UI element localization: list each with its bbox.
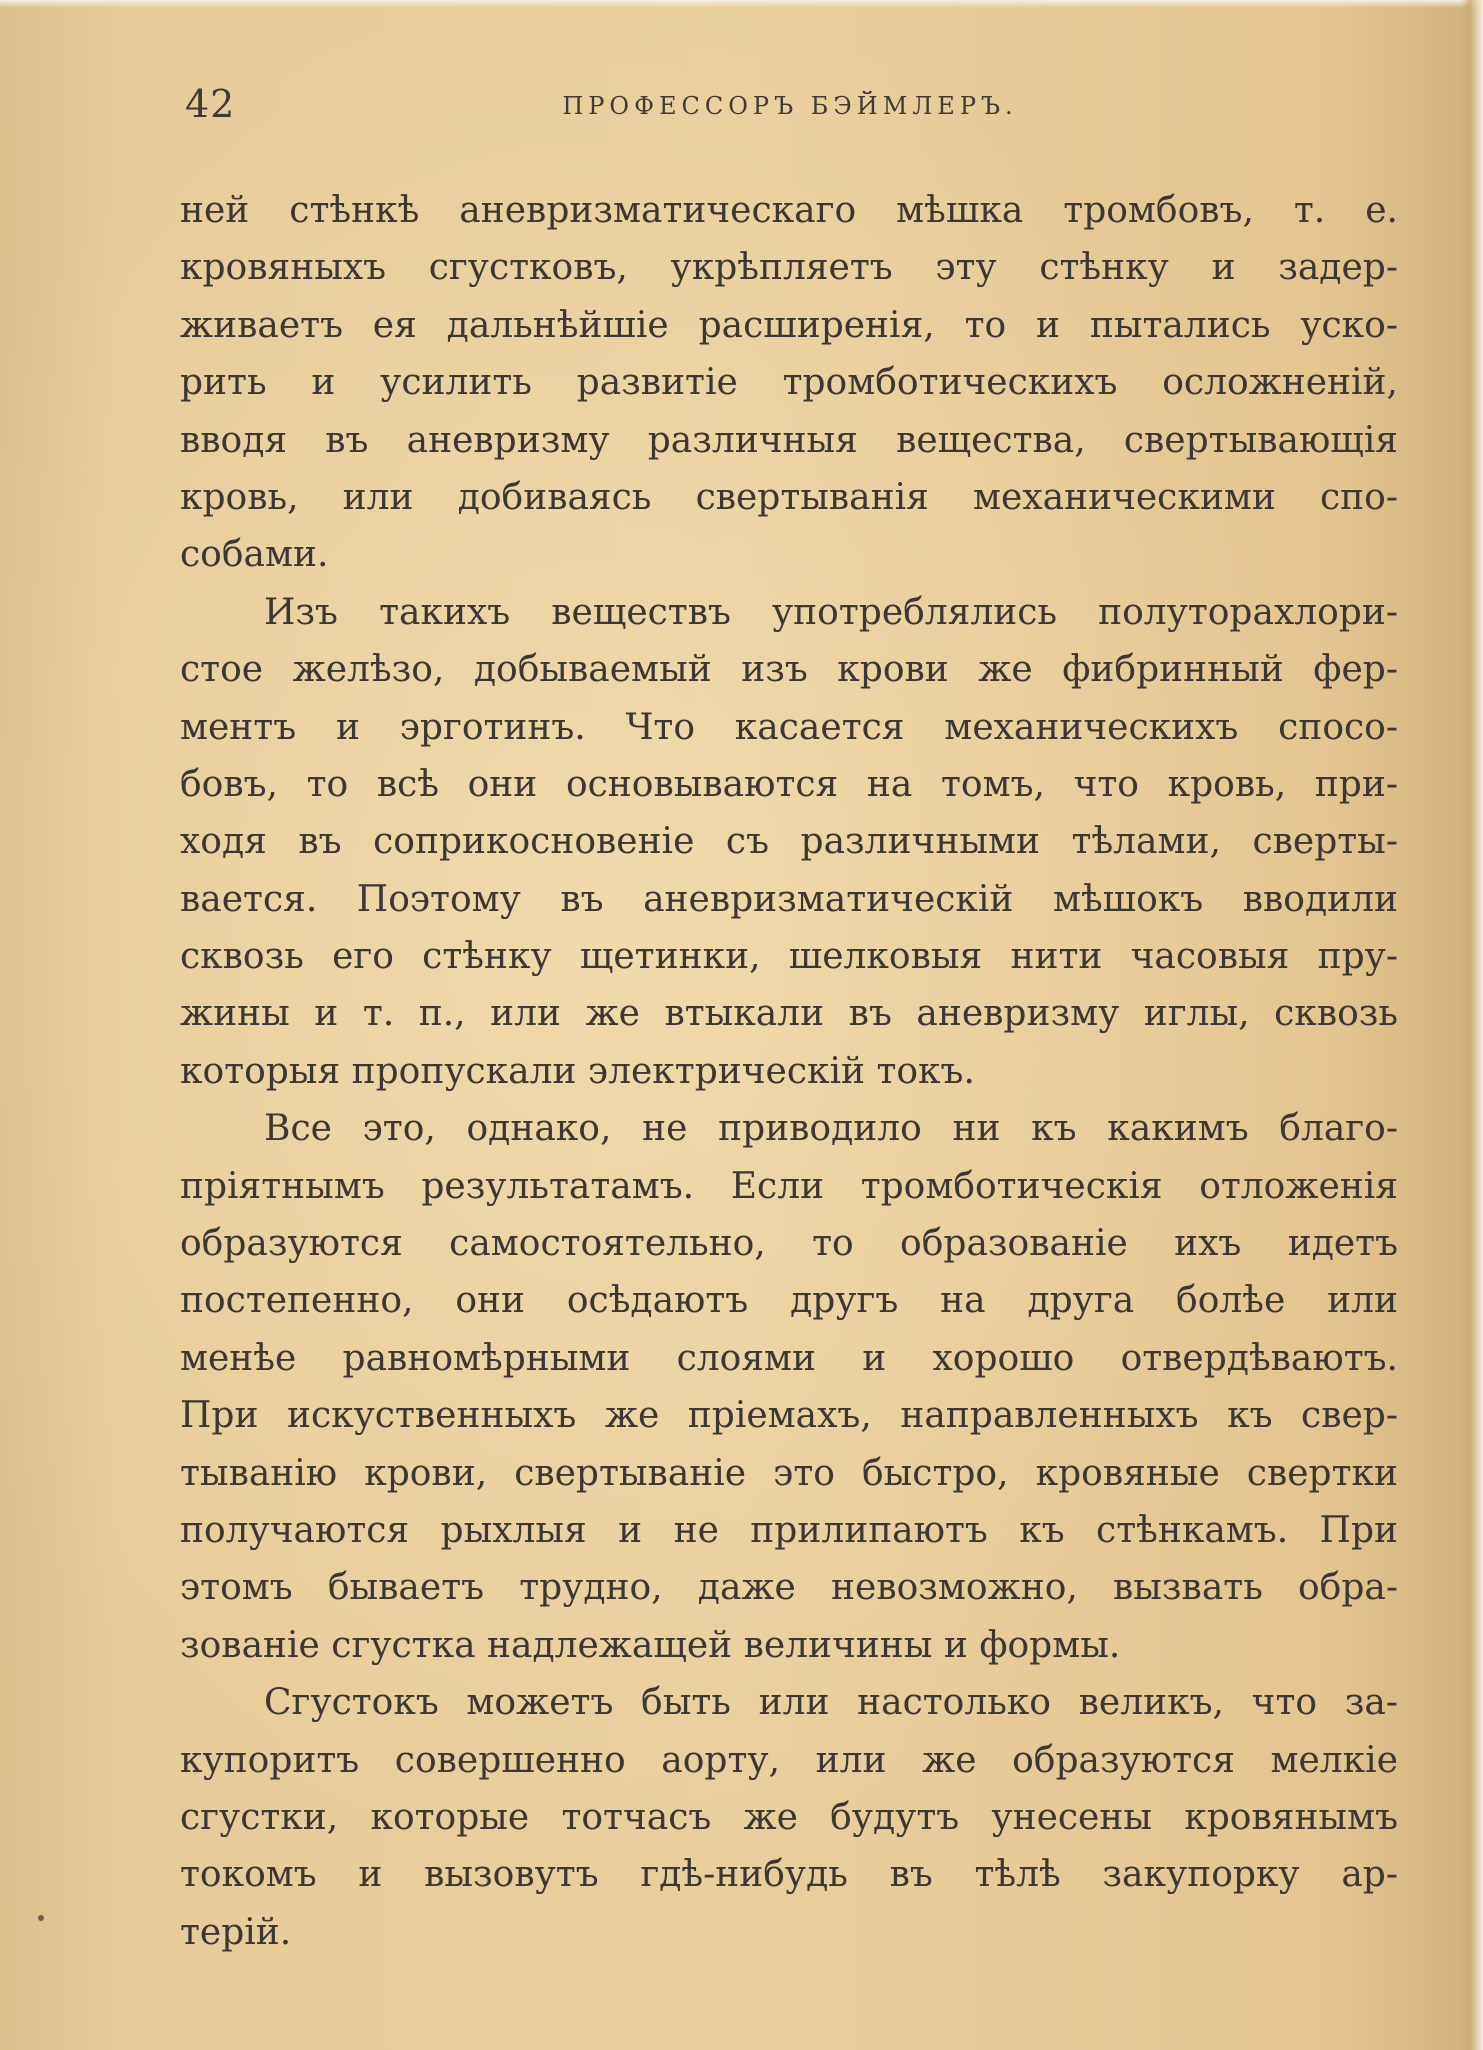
text-line: зованіе сгустка надлежащей величины и формы.	[180, 1624, 1121, 1666]
page-number: 42	[185, 82, 236, 126]
text-line: менѣе равномѣрными слоями и хорошо отвердѣваютъ.	[180, 1337, 1398, 1379]
text-line: собами.	[180, 534, 329, 576]
ink-speck	[38, 1915, 44, 1921]
text-line: тыванію крови, свертываніе это быстро, кровяные свертки	[180, 1452, 1398, 1494]
text-line: ней стѣнкѣ аневризматическаго мѣшка тромбовъ, т. е.	[180, 190, 1398, 231]
text-line: Все это, однако, не приводило ни къ какимъ благо-	[264, 1108, 1398, 1150]
text-line: которыя пропускали электрическій токъ.	[180, 1050, 975, 1092]
text-line: вводя въ аневризму различныя вещества, свертывающія	[180, 419, 1398, 461]
paragraph	[180, 1100, 1398, 1674]
text-line: кровь, или добиваясь свертыванія механическими спо-	[180, 476, 1398, 518]
text-line: образуются самостоятельно, то образованіе ихъ идетъ	[180, 1223, 1398, 1265]
paragraph	[180, 584, 1398, 1101]
page-top-edge	[0, 0, 1483, 8]
text-line: этомъ бываетъ трудно, даже невозможно, вызвать обра-	[180, 1567, 1398, 1609]
text-line: стое желѣзо, добываемый изъ крови же фибринный фер-	[180, 649, 1398, 691]
text-line: жины и т. п., или же втыкали въ аневризму иглы, сквозь	[180, 993, 1398, 1035]
text-line: ментъ и эрготинъ. Что касается механическихъ спосо-	[180, 706, 1398, 748]
text-line: бовъ, то всѣ они основываются на томъ, что кровь, при-	[180, 763, 1398, 805]
text-line: токомъ и вызовутъ гдѣ-нибудь въ тѣлѣ закупорку ар-	[180, 1854, 1398, 1896]
text-line: кровяныхъ сгустковъ, укрѣпляетъ эту стѣнку и задер-	[180, 247, 1398, 289]
text-line: получаются рыхлыя и не прилипаютъ къ стѣнкамъ. При	[180, 1509, 1398, 1551]
page-header	[185, 82, 1395, 142]
text-line: сгустки, которые тотчасъ же будутъ унесены кровянымъ	[180, 1796, 1398, 1838]
text-line: купоритъ совершенно аорту, или же образуются мелкіе	[180, 1739, 1398, 1781]
paragraph	[180, 182, 1398, 584]
text-line: При искуственныхъ же пріемахъ, направленныхъ къ свер-	[180, 1395, 1398, 1437]
text-line: вается. Поэтому въ аневризматическій мѣшокъ вводили	[180, 878, 1398, 920]
text-line: терій.	[180, 1911, 292, 1953]
text-line: сквозь его стѣнку щетинки, шелковыя нити часовыя пру-	[180, 936, 1398, 978]
text-line: постепенно, они осѣдаютъ другъ на друга болѣе или	[180, 1280, 1398, 1322]
body-text	[180, 182, 1398, 1961]
text-line: ходя въ соприкосновеніе съ различными тѣлами, сверты-	[180, 821, 1398, 863]
text-line: пріятнымъ результатамъ. Если тромботическія отложенія	[180, 1165, 1398, 1207]
text-line: Сгустокъ можетъ быть или настолько великъ, что за-	[264, 1682, 1398, 1724]
text-line: живаетъ ея дальнѣйшіе расширенія, то и пытались уско-	[180, 304, 1398, 346]
paragraph	[180, 1674, 1398, 1961]
text-line: рить и усилить развитіе тромботическихъ осложненій,	[180, 362, 1398, 404]
running-title: ПРОФЕССОРЪ БЭЙМЛЕРЪ.	[562, 92, 1018, 120]
text-line: Изъ такихъ веществъ употреблялись полуторахлори-	[264, 591, 1398, 633]
page-right-edge	[1461, 0, 1483, 2050]
